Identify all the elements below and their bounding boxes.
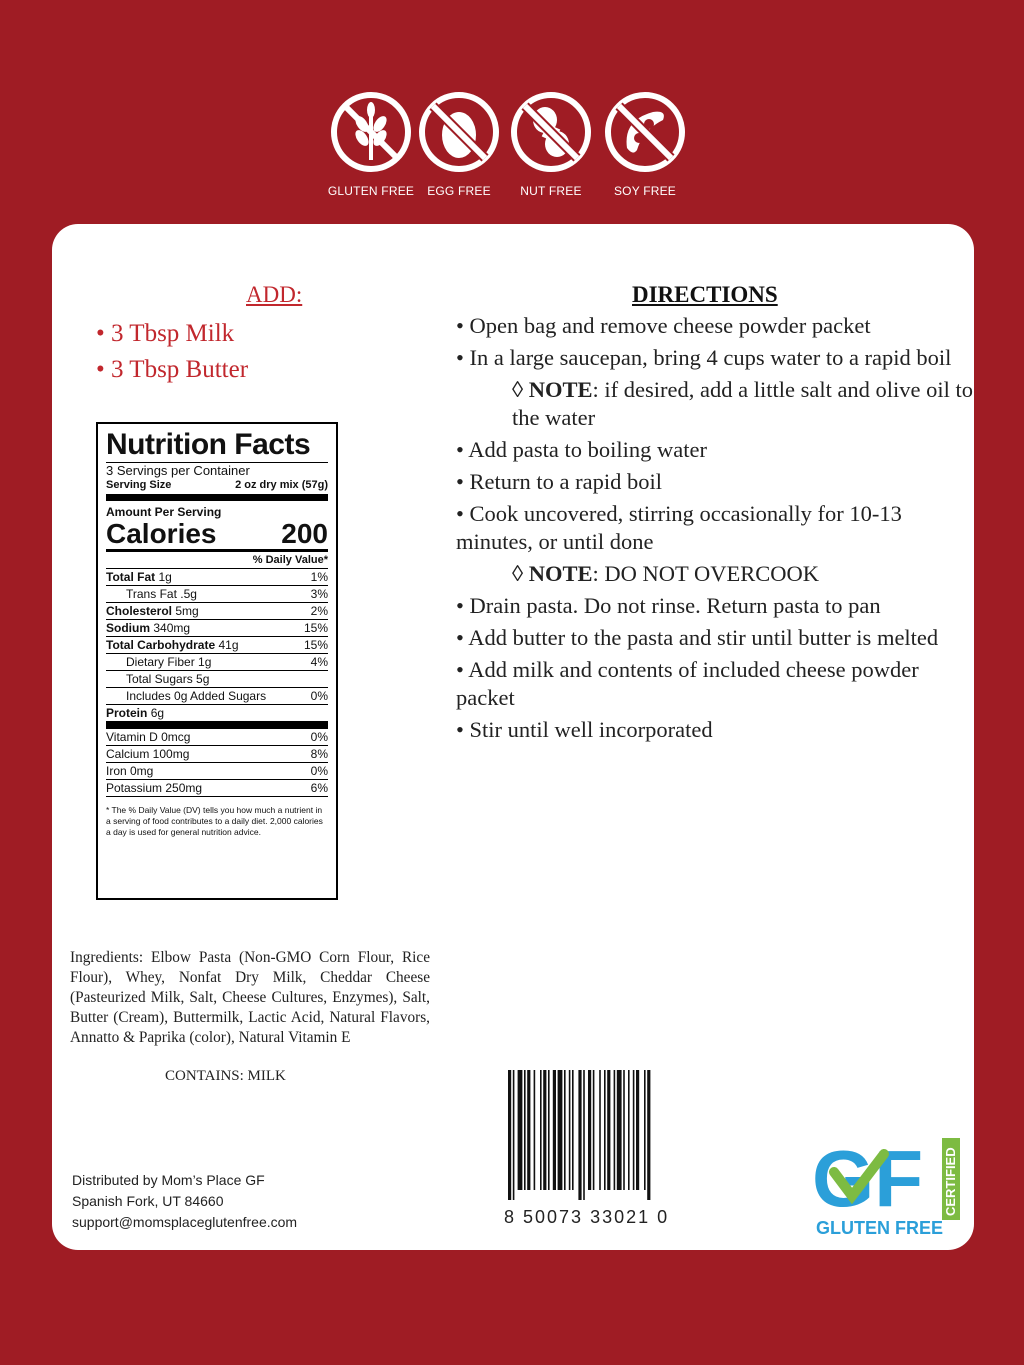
direction-note: ◊ NOTE: if desired, add a little salt and olive oil to the water [512,377,974,430]
nutrient-dv: 15% [303,621,328,635]
nutrient-amount: 5mg [175,604,199,618]
gf-letters: GF [812,1134,924,1223]
vitamin-dv: 6% [310,781,328,795]
gf-certified-icon [812,1134,962,1238]
badge-label: SOY FREE [613,184,677,198]
nutrient-amount: 1g [158,570,172,584]
badge-soy-free [590,90,700,198]
nutrient-label: Total Fat [106,570,156,584]
daily-value-header: % Daily Value* [106,552,328,569]
gf-certified-text: CERTIFIED [943,1147,958,1216]
nutrient-row [106,654,328,671]
barcode-bar [524,1070,526,1190]
direction-note: ◊ NOTE: DO NOT OVERCOOK [512,561,819,586]
nutrient-row [106,637,328,654]
barcode-bar [548,1070,550,1190]
nutrition-title: Nutrition Facts [106,428,328,463]
barcode-bar [644,1070,646,1190]
nutrient-label: Trans Fat [126,587,177,601]
serving-size-row [106,479,328,501]
soy-icon [603,90,687,174]
barcode-bar [527,1070,530,1190]
nutrient-name [106,654,211,670]
nutrient-name [106,688,266,704]
distributor-address: Spanish Fork, UT 84660 [72,1193,224,1209]
gf-certified-logo [812,1134,962,1238]
barcode-bar [623,1070,625,1190]
nutrient-label: Sodium [106,621,150,635]
add-list [96,316,248,388]
vitamin-label: Calcium 100mg [106,747,190,761]
nutrient-name [106,705,164,721]
nutrient-dv: 15% [303,638,328,652]
nutrient-row [106,620,328,637]
barcode-bar [513,1070,515,1200]
barcode-bar [578,1070,581,1200]
nutrient-name [106,586,197,602]
nutrient-name [106,569,172,585]
nutrient-row [106,705,328,722]
nutrient-amount: 6g [150,706,165,720]
badge-label: GLUTEN FREE [327,184,415,198]
barcode-bar [614,1070,616,1190]
nutrient-rows [106,569,328,722]
vitamin-dv: 0% [310,730,328,744]
barcode-bar [534,1070,536,1190]
nutrition-facts-label [96,422,338,900]
barcode-number: 8 50073 33021 0 [504,1207,670,1227]
servings-per-container: 3 Servings per Container [106,463,250,478]
direction-step: • Add butter to the pasta and stir until butter is melted [456,625,939,650]
nutrient-amount: 340mg [153,621,191,635]
note-label: NOTE [528,377,593,402]
nutrient-label: Total Sugars [126,672,193,686]
peanut-icon [509,90,593,174]
barcode-bar [508,1070,511,1200]
nutrient-row [106,671,328,688]
barcode-bar [564,1070,566,1190]
direction-step: • Add pasta to boiling water [456,437,707,462]
serving-size-value: 2 oz dry mix (57g) [235,479,328,491]
nutrient-amount: 41g [218,638,239,652]
nutrient-label: Dietary Fiber [126,655,195,669]
nutrient-label: Protein [106,706,148,720]
direction-step: • Open bag and remove cheese powder packet [456,313,871,338]
nutrient-row [106,603,328,620]
add-title: ADD: [246,282,303,307]
note-text: : DO NOT OVERCOOK [592,561,819,586]
nutrient-name [106,671,209,687]
gf-bottom-text: GLUTEN FREE [816,1218,944,1238]
barcode-bar [540,1070,542,1190]
barcode [504,1070,734,1228]
nutrient-amount: .5g [180,587,197,601]
allergen-contains: CONTAINS: MILK [165,1068,286,1084]
add-item-milk: • 3 Tbsp Milk [96,320,235,347]
nutrient-name [106,637,239,653]
direction-step: • Cook uncovered, stirring occasionally for 10-13 minutes, or until done [456,501,902,554]
info-panel [52,224,974,1250]
nutrient-amount: 1g [198,655,212,669]
add-item-butter: • 3 Tbsp Butter [96,356,249,383]
barcode-bar [588,1070,591,1190]
distributor-info [72,1170,297,1233]
direction-step: • In a large saucepan, bring 4 cups water to a rapid boil [456,345,952,370]
barcode-bar [599,1070,601,1190]
barcode-bar [558,1070,563,1190]
barcode-bar [633,1070,635,1190]
directions-list [456,312,976,748]
barcode-bar [607,1070,610,1190]
note-text: : if desired, add a little salt and olive oil to the water [512,377,974,430]
nutrient-dv: 4% [310,655,328,669]
nutrition-footnote: * The % Daily Value (DV) tells you how much a nutrient in a serving of food contributes to a daily diet. 2,000 calories a day is used for general nutrition advice. [106,805,323,837]
direction-step: • Return to a rapid boil [456,469,662,494]
direction-step: • Stir until well incorporated [456,717,713,742]
direction-step: • Drain pasta. Do not rinse. Return pasta to pan [456,593,881,618]
nutrient-name [106,620,190,636]
barcode-bar [604,1070,606,1190]
ingredients-text: Ingredients: Elbow Pasta (Non-GMO Corn Flour, Rice Flour), Whey, Nonfat Dry Milk, Cheddar Cheese (Pasteurized Milk, Salt, Cheese Cultures, Enzymes), Salt, Butter (Cream), Buttermilk, Lactic Acid, Natural Flavors, Annatto & Paprika (color), Natural Vitamin E [70,949,430,1046]
nutrient-label: Total Carbohydrate [106,638,216,652]
vitamin-dv: 8% [310,747,328,761]
barcode-bar [593,1070,595,1190]
barcode-bar [628,1070,630,1190]
barcode-bar [572,1070,574,1190]
nutrient-dv: 3% [310,587,328,601]
barcode-bar [617,1070,622,1190]
nutrient-dv: 0% [310,689,328,703]
barcode-bar [518,1070,523,1190]
barcode-bar [543,1070,546,1190]
barcode-bar [636,1070,639,1190]
barcode-bar [569,1070,571,1190]
barcode-bar [647,1070,650,1200]
vitamin-dv: 0% [310,764,328,778]
nutrient-amount: 5g [196,672,210,686]
directions-title: DIRECTIONS [632,282,778,307]
direction-step: • Add milk and contents of included cheese powder packet [456,657,919,710]
vitamin-row [106,780,328,797]
barcode-bar [583,1070,585,1200]
vitamin-row [106,746,328,763]
calories-row [106,519,328,552]
nutrient-dv: 2% [310,604,328,618]
distributor-name: Distributed by Mom’s Place GF [72,1172,265,1188]
allergen-badges [0,90,1024,200]
wheat-icon [329,90,413,174]
vitamin-label: Potassium 250mg [106,781,203,795]
note-label: NOTE [528,561,593,586]
nutrient-label: Cholesterol [106,604,173,618]
nutrient-label: Includes 0g Added Sugars [126,689,267,703]
amount-per-serving: Amount Per Serving [106,505,222,519]
calories-label: Calories [106,518,217,549]
nutrient-row [106,569,328,586]
serving-size-label: Serving Size [106,479,172,491]
distributor-email: support@momsplaceglutenfree.com [72,1214,298,1230]
badge-label: EGG FREE [427,184,491,198]
nutrient-row [106,688,328,705]
vitamin-label: Iron 0mg [106,764,154,778]
badge-label: NUT FREE [520,184,582,198]
egg-icon [417,90,501,174]
vitamin-rows [106,722,328,797]
nutrient-row [106,586,328,603]
calories-value: 200 [281,518,328,549]
barcode-bars [504,1070,714,1200]
vitamin-row [106,763,328,780]
nutrient-dv: 1% [310,570,328,584]
vitamin-row [106,729,328,746]
vitamin-label: Vitamin D 0mcg [106,730,191,744]
barcode-bar [553,1070,556,1190]
nutrient-name [106,603,199,619]
